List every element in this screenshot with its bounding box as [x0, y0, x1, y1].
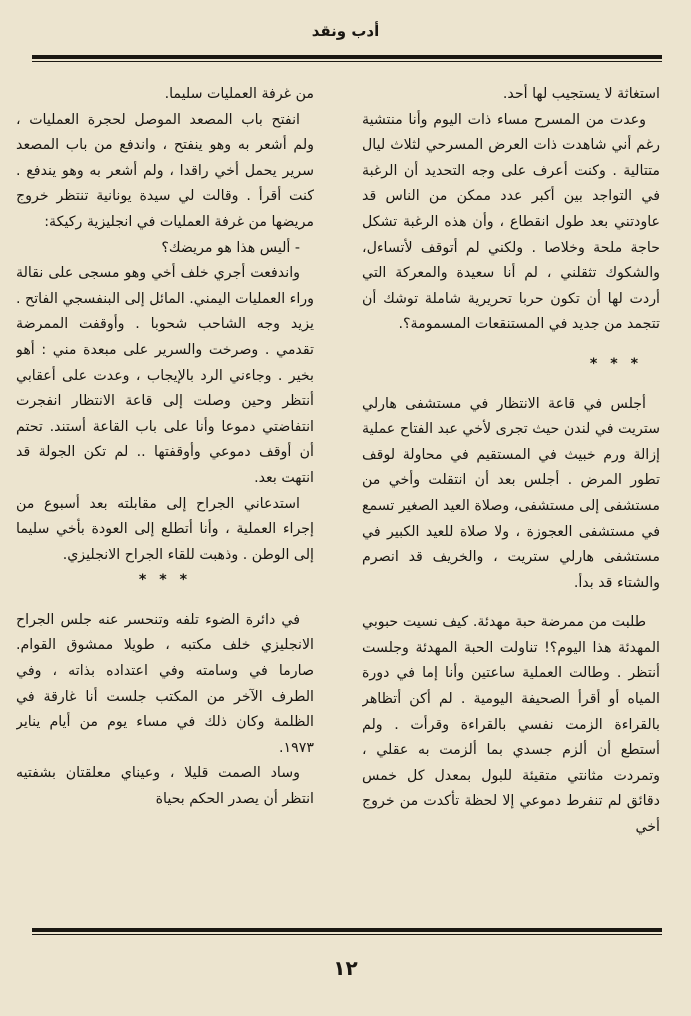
bottom-rule — [32, 928, 662, 932]
paragraph: استدعاني الجراح إلى مقابلته بعد أسبوع من إجراء العملية ، وأنا أتطلع إلى العودة بأخي سليما إلى الوطن . وذهبت للقاء الجراح الانجليزي. — [16, 495, 314, 563]
top-rule — [32, 55, 662, 59]
paragraph: من غرفة العمليات سليما. — [164, 86, 314, 102]
page-number: ١٢ — [333, 956, 358, 980]
right-column — [362, 82, 660, 922]
dialogue-line: - أليس هذا هو مريضك؟ — [161, 239, 300, 256]
section-divider: * * * — [138, 572, 192, 589]
section-title: أدب ونقد — [311, 22, 380, 40]
paragraph: واندفعت أجري خلف أخي وهو مسجى على نقالة وراء العمليات اليمني. المائل إلى البنفسجي الفاتح . يزيد وجه الشاحب شحوبا . وأوقفت الممرضة تقدمي . وصرخت والسرير على مبعدة مني : أهو بخير . وجاءني الرد بالإيجاب ، وعدت على أعقابي أنتظر وحين وصلت إلى قاعة الانتظار انفجرت انتفاضتي دموعا وأنا على باب القاعة أستند. تحتم أن أوقف دموعي وأوقفتها .. لم تكن الجولة قد انتهت بعد. — [16, 265, 314, 486]
spacer — [362, 338, 660, 352]
spacer — [362, 378, 660, 392]
paragraph: أجلس في قاعة الانتظار في مستشفى هارلي ستريت في لندن حيث تجرى لأخي عبد الفتاح عملية إزالة ورم خبيث في المستقيم في محاولة لوقف تطور المرض . أجلس بعد أن انتقلت وأخي من مستشفى إلى مستشفى، وصلاة العيد الصغير تسمع في مستشفى العجوزة ، ولا صلاة للعيد الكبير في مستشفى هارلي ستريت ، والخريف قد انصرم والشتاء قد بدأ. — [362, 395, 660, 591]
top-rule-thin — [32, 61, 662, 62]
spacer — [16, 594, 314, 608]
paragraph: وساد الصمت قليلا ، وعيناي معلقتان بشفتيه انتظر أن يصدر الحكم بحياة — [16, 765, 314, 808]
left-column — [16, 82, 314, 922]
paragraph: في دائرة الضوء تلفه وتنحسر عنه جلس الجراح الانجليزي خلف مكتبه ، طويلا ممشوق القوام. صارما في وسامته وفي اعتداده بذاته ، وفي الطرف الآخر من المكتب جلست أنا غارقة في الظلمة وكان ذلك في مساء يوم من أيام يناير ١٩٧٣. — [16, 611, 314, 756]
paragraph: استغاثة لا يستجيب لها أحد. — [502, 86, 660, 102]
paragraph: وعدت من المسرح مساء ذات اليوم وأنا منتشية رغم أني شاهدت ذات العرض المسرحي لثلاث ليال متتالية . وكنت أعرف على وجه التحديد أن الرغبة في التواجد بين أكبر عدد ممكن من الناس قد عاودتني بعد طول انقطاع ، وأن هذه الرغبة تشكل حاجة ملحة وخلاصا . ولكني لم أتوقف لأتساءل، والشكوك تثقلني ، لم أنا سعيدة والمعركة التي أردت لها أن تكون حربا تحريرية شاملة توشك أن تتجمد من جديد في المستنقعات المسمومة؟. — [362, 111, 660, 333]
paragraph: انفتح باب المصعد الموصل لحجرة العمليات ، ولم أشعر به وهو ينفتح ، واندفع من باب المصعد سرير يحمل أخي راقدا ، ولم أشعر به وهو يندفع . كنت أقرأ . وقالت لي سيدة يونانية تنتظر خروج مريضها من غرفة العمليات في انجليزية ركيكة: — [16, 111, 314, 230]
section-divider: * * * — [589, 355, 642, 372]
spacer — [362, 596, 660, 610]
bottom-rule-thin — [32, 934, 662, 935]
paragraph: طلبت من ممرضة حبة مهدئة. كيف نسيت حبوبي المهدئة هذا اليوم؟! تناولت الحبة المهدئة وجلست أنتظر . وطالت العملية ساعتين وأنا إما في دورة المياه أو أقرأ الصحيفة اليومية . لم أكن أتظاهر بالقراءة الزمت نفسي بالقراءة وقرأت . ولم أستطع أن ألزم جسدي بما ألزمت به عقلي ، وتمردت مثانتي متقيئة للبول بمعدل كل خمس دقائق لم تنفرط دموعي إلا لحظة تأكدت من خروج أخي — [362, 614, 660, 836]
